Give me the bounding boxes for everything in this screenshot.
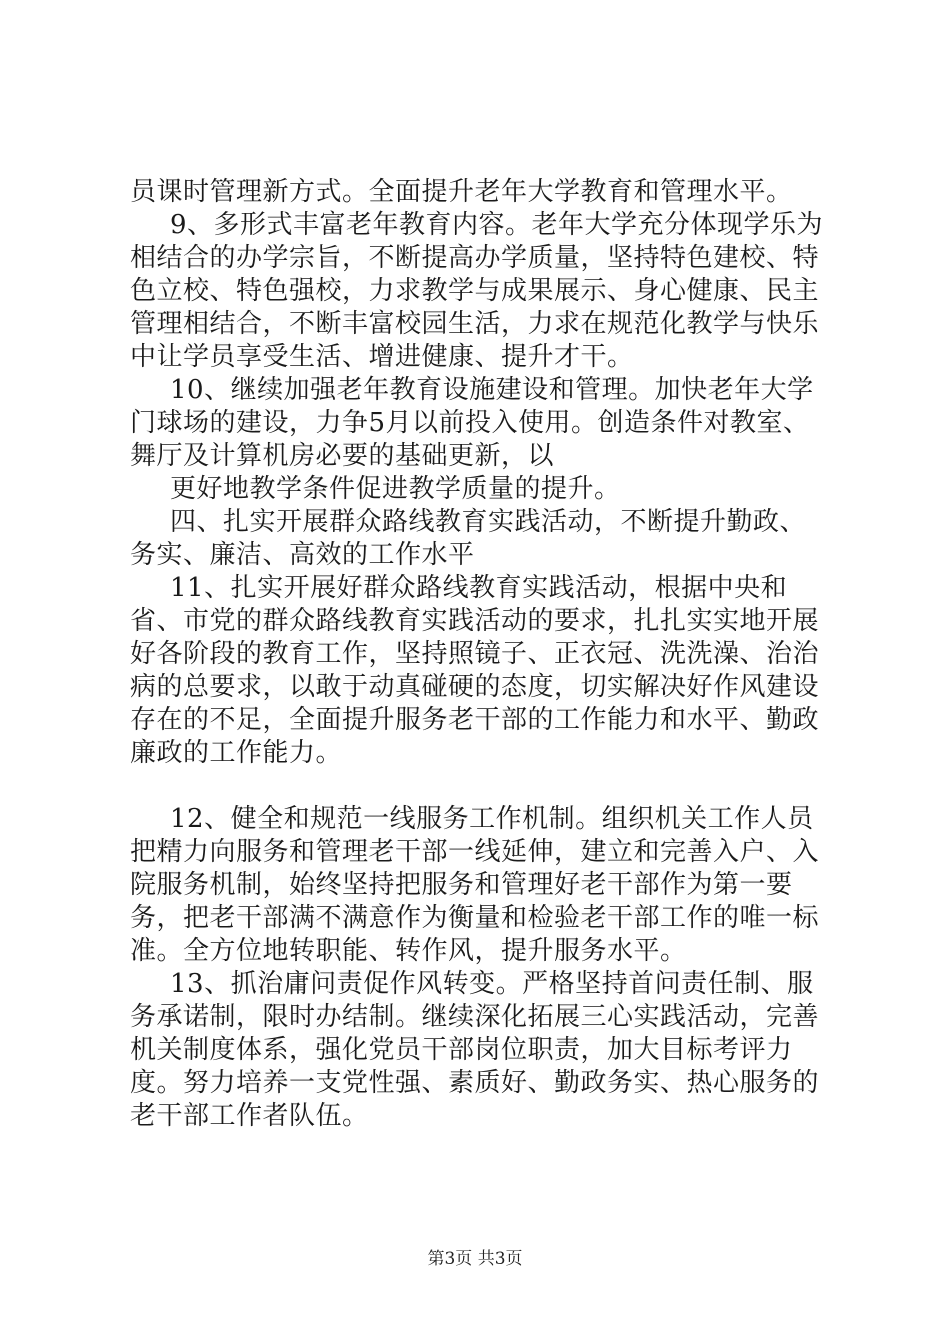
- paragraph-item-13: 13、抓治庸问责促作风转变。严格坚持首问责任制、服务承诺制，限时办结制。继续深化拓展三心实践活动，完善机关制度体系，强化党员干部岗位职责，加大目标考评力度。努力培养一支党性强、素质好、勤政务实、热心服务的老干部工作者队伍。: [130, 969, 820, 1131]
- page-number-footer: 第3页 共3页: [427, 1249, 523, 1269]
- paragraph-item-11: 11、扎实开展好群众路线教育实践活动，根据中央和省、市党的群众路线教育实践活动的要求，扎扎实实地开展好各阶段的教育工作，坚持照镜子、正衣冠、洗洗澡、治治病的总要求，以敢于动真碰硬的态度，切实解决好作风建设存在的不足，全面提升服务老干部的工作能力和水平、勤政廉政的工作能力。: [130, 573, 820, 768]
- paragraph-item-10: 10、继续加强老年教育设施建设和管理。加快老年大学门球场的建设，力争5月以前投入使用。创造条件对教室、舞厅及计算机房必要的基础更新，以: [130, 375, 814, 471]
- paragraph-item-10-continued: 更好地教学条件促进教学质量的提升。: [170, 474, 621, 504]
- document-body: [130, 176, 830, 1133]
- paragraph-item-12: 12、健全和规范一线服务工作机制。组织机关工作人员把精力向服务和管理老干部一线延伸，建立和完善入户、入院服务机制，始终坚持把服务和管理好老干部作为第一要务，把老干部满不满意作为衡量和检验老干部工作的唯一标准。全方位地转职能、转作风，提升服务水平。: [130, 804, 820, 966]
- paragraph-spacer: [130, 770, 830, 803]
- paragraph-continuation: 员课时管理新方式。全面提升老年大学教育和管理水平。: [130, 177, 793, 207]
- paragraph-item-9: 9、多形式丰富老年教育内容。老年大学充分体现学乐为相结合的办学宗旨，不断提高办学质量，坚持特色建校、特色立校、特色强校，力求教学与成果展示、身心健康、民主管理相结合，不断丰富校园生活，力求在规范化教学与快乐中让学员享受生活、增进健康、提升才干。: [130, 210, 824, 372]
- section-heading-4: 四、扎实开展群众路线教育实践活动，不断提升勤政、务实、廉洁、高效的工作水平: [130, 507, 807, 570]
